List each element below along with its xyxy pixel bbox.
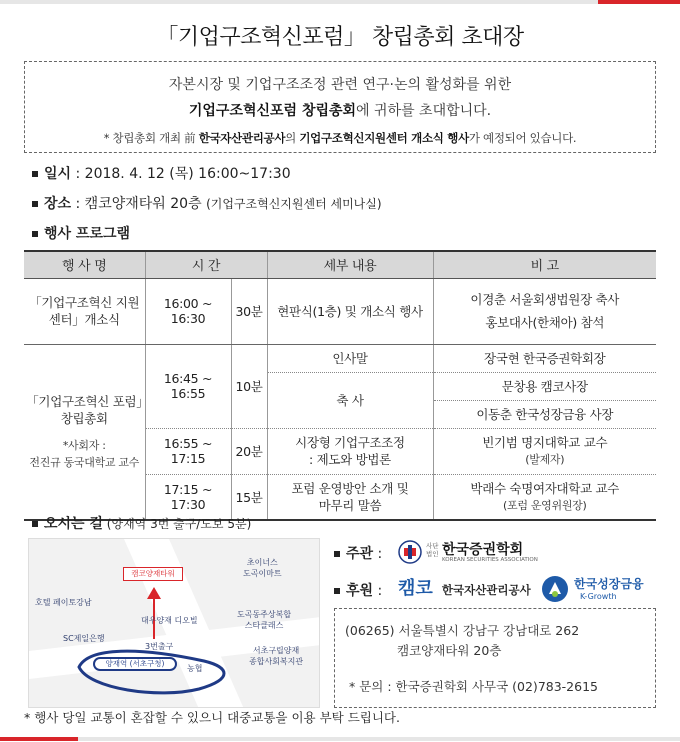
kgrowth-name: 한국성장금융 bbox=[574, 577, 644, 591]
note-line: 빈기범 명지대학교 교수 bbox=[482, 435, 608, 450]
kgrowth-en-name: K-Growth bbox=[580, 592, 617, 601]
duration-cell: 10분 bbox=[231, 344, 267, 428]
detail-line: 시장형 기업구조조정 bbox=[295, 435, 405, 450]
program-heading-row bbox=[32, 223, 130, 243]
program-heading: 행사 프로그램 bbox=[44, 226, 131, 242]
table-row bbox=[24, 344, 656, 372]
sponsor-label-row bbox=[334, 580, 382, 600]
header-detail: 세부 내용 bbox=[267, 251, 433, 278]
table-row bbox=[24, 278, 656, 344]
map-label-line: 초이너스 bbox=[246, 558, 278, 567]
venue-label: 장소 bbox=[44, 196, 72, 212]
kamco-logo bbox=[398, 574, 531, 602]
header-time: 시 간 bbox=[145, 251, 267, 278]
sponsor-label: 후원 bbox=[346, 583, 374, 599]
top-red-bar bbox=[598, 0, 680, 4]
colon: : bbox=[373, 583, 383, 599]
map-label-line: 도곡이마트 bbox=[243, 569, 282, 578]
table-header-row bbox=[24, 251, 656, 278]
note-event: 기업구조혁신지원센터 개소식 행사 bbox=[299, 131, 469, 145]
time-cell: 16:00 ~ 16:30 bbox=[145, 278, 231, 344]
note-line: 박래수 숙명여자대학교 교수 bbox=[470, 480, 620, 496]
detail-cell: 현판식(1층) 및 개소식 행사 bbox=[267, 278, 433, 344]
program-table bbox=[24, 250, 656, 521]
note-cell: 장국현 한국증권학회장 bbox=[433, 344, 656, 372]
map-label bbox=[249, 645, 303, 667]
kamco-name: 한국자산관리공사 bbox=[441, 583, 531, 597]
kgrowth-logo bbox=[540, 572, 660, 606]
colon: : bbox=[373, 546, 383, 562]
map-label-line: 종합사회복지관 bbox=[249, 657, 304, 666]
ksa-corp-tag bbox=[426, 542, 439, 558]
invitation-note bbox=[25, 130, 655, 146]
map-label: 농협 bbox=[187, 664, 203, 673]
note-cell bbox=[433, 474, 656, 520]
invitation-line-2-rest: 에 귀하를 초대합니다. bbox=[356, 103, 492, 119]
address-line-1: (06265) 서울특별시 강남구 강남대로 262 bbox=[345, 623, 580, 638]
square-bullet-icon bbox=[32, 201, 38, 207]
ksa-logo bbox=[398, 538, 538, 566]
note-line: (발제자) bbox=[525, 453, 565, 466]
date-value: : 2018. 4. 12 (목) 16:00~17:30 bbox=[71, 166, 291, 182]
time-cell: 16:45 ~ 16:55 bbox=[145, 344, 231, 428]
contact-line: * 문의 : 한국증권학회 사무국 (02)783-2615 bbox=[349, 679, 598, 694]
time-cell: 16:55 ~ 17:15 bbox=[145, 428, 231, 474]
event-name-cell: 「기업구조혁신 지원센터」개소식 bbox=[24, 278, 145, 344]
bottom-red-bar bbox=[0, 737, 78, 741]
location-map[interactable] bbox=[28, 538, 320, 708]
note-line: 홍보대사(한채아) 참석 bbox=[485, 315, 605, 330]
detail-line: : 제도와 방법론 bbox=[309, 452, 391, 467]
detail-line: 포럼 운영방안 소개 및 bbox=[291, 480, 409, 496]
event-name: 「기업구조혁신 포럼」창립총회 bbox=[26, 393, 143, 426]
address-line-2: 캠코양재타워 20층 bbox=[397, 643, 502, 658]
directions-row bbox=[32, 513, 251, 533]
duration-cell: 30분 bbox=[231, 278, 267, 344]
ksa-en-name: KOREAN SECURITIES ASSOCIATION bbox=[442, 557, 538, 563]
note-kamco: 한국자산관리공사 bbox=[198, 131, 286, 145]
detail-cell bbox=[267, 428, 433, 474]
date-row bbox=[32, 163, 291, 183]
forum-name: 기업구조혁신포럼 창립총회 bbox=[188, 103, 357, 119]
map-label: 대우양재 디오빌 bbox=[141, 616, 198, 625]
note-line: (포럼 운영위원장) bbox=[503, 498, 587, 512]
date-label: 일시 bbox=[44, 166, 72, 182]
moderator-name: 전진규 동국대학교 교수 bbox=[29, 455, 140, 469]
map-label-line: 스타클래스 bbox=[244, 621, 284, 630]
corp-bot: 법인 bbox=[426, 550, 439, 558]
footer-note: * 행사 당일 교통이 혼잡할 수 있으니 대중교통을 이용 부탁 드립니다. bbox=[24, 710, 400, 725]
note-cell bbox=[433, 428, 656, 474]
top-gray-bar bbox=[0, 0, 598, 4]
note-line: 이경춘 서울회생법원장 축사 bbox=[470, 292, 620, 307]
detail-line: 마무리 말씀 bbox=[318, 497, 382, 513]
detail-cell: 인사말 bbox=[267, 344, 433, 372]
address-box bbox=[334, 608, 656, 708]
header-note: 비 고 bbox=[433, 251, 656, 278]
square-bullet-icon bbox=[32, 521, 38, 527]
square-bullet-icon bbox=[32, 171, 38, 177]
directions-detail: (양재역 3번 출구/도보 5분) bbox=[102, 517, 252, 531]
map-label: 호텔 페이토강남 bbox=[35, 598, 92, 607]
note-cell bbox=[433, 278, 656, 344]
map-label: SC제일은행 bbox=[63, 634, 105, 643]
duration-cell: 15분 bbox=[231, 474, 267, 520]
time-cell: 17:15 ~ 17:30 bbox=[145, 474, 231, 520]
map-label bbox=[243, 557, 282, 579]
note-cell: 이동춘 한국성장금융 사장 bbox=[433, 400, 656, 428]
map-label-line: 서초구립양재 bbox=[252, 646, 300, 655]
directions-label: 오시는 길 bbox=[44, 516, 103, 532]
map-label: 3번출구 bbox=[145, 642, 174, 651]
event-name-cell bbox=[24, 344, 145, 520]
note-pre: * 창립총회 개최 前 bbox=[103, 131, 199, 145]
detail-cell: 축 사 bbox=[267, 372, 433, 428]
duration-cell: 20분 bbox=[231, 428, 267, 474]
ksa-name: 한국증권학회 bbox=[442, 542, 524, 558]
map-label-line: 도곡동주상복합 bbox=[237, 610, 292, 619]
moderator-label: *사회자 : bbox=[62, 438, 106, 452]
invitation-line-2 bbox=[25, 100, 655, 120]
note-post: 가 예정되어 있습니다. bbox=[468, 131, 577, 145]
ksa-emblem-icon bbox=[398, 540, 422, 564]
kgrowth-emblem-icon bbox=[540, 574, 570, 604]
kamco-mark: 캠코 bbox=[398, 578, 433, 599]
host-label-row bbox=[334, 543, 382, 563]
square-bullet-icon bbox=[334, 551, 340, 557]
detail-cell bbox=[267, 474, 433, 520]
station-marker[interactable]: 양재역 (서초구청) bbox=[93, 657, 177, 671]
page-title: 「기업구조혁신포럼」 창립총회 초대장 bbox=[156, 25, 524, 50]
bottom-gray-bar bbox=[78, 737, 680, 741]
square-bullet-icon bbox=[32, 231, 38, 237]
corp-top: 사단 bbox=[426, 542, 439, 550]
venue-row bbox=[32, 193, 382, 213]
invitation-box bbox=[24, 61, 656, 153]
map-label bbox=[237, 609, 291, 631]
venue-value: : 캠코양재타워 20층 bbox=[71, 196, 207, 212]
tower-marker[interactable]: 캠코양재타워 bbox=[123, 567, 183, 581]
square-bullet-icon bbox=[334, 588, 340, 594]
note-cell: 문창용 캠코사장 bbox=[433, 372, 656, 400]
venue-detail: (기업구조혁신지원센터 세미나실) bbox=[206, 197, 382, 211]
header-event: 행 사 명 bbox=[24, 251, 145, 278]
note-mid: 의 bbox=[285, 131, 300, 145]
host-label: 주관 bbox=[346, 546, 374, 562]
invitation-line-1: 자본시장 및 기업구조조정 관련 연구·논의 활성화를 위한 bbox=[168, 77, 512, 93]
